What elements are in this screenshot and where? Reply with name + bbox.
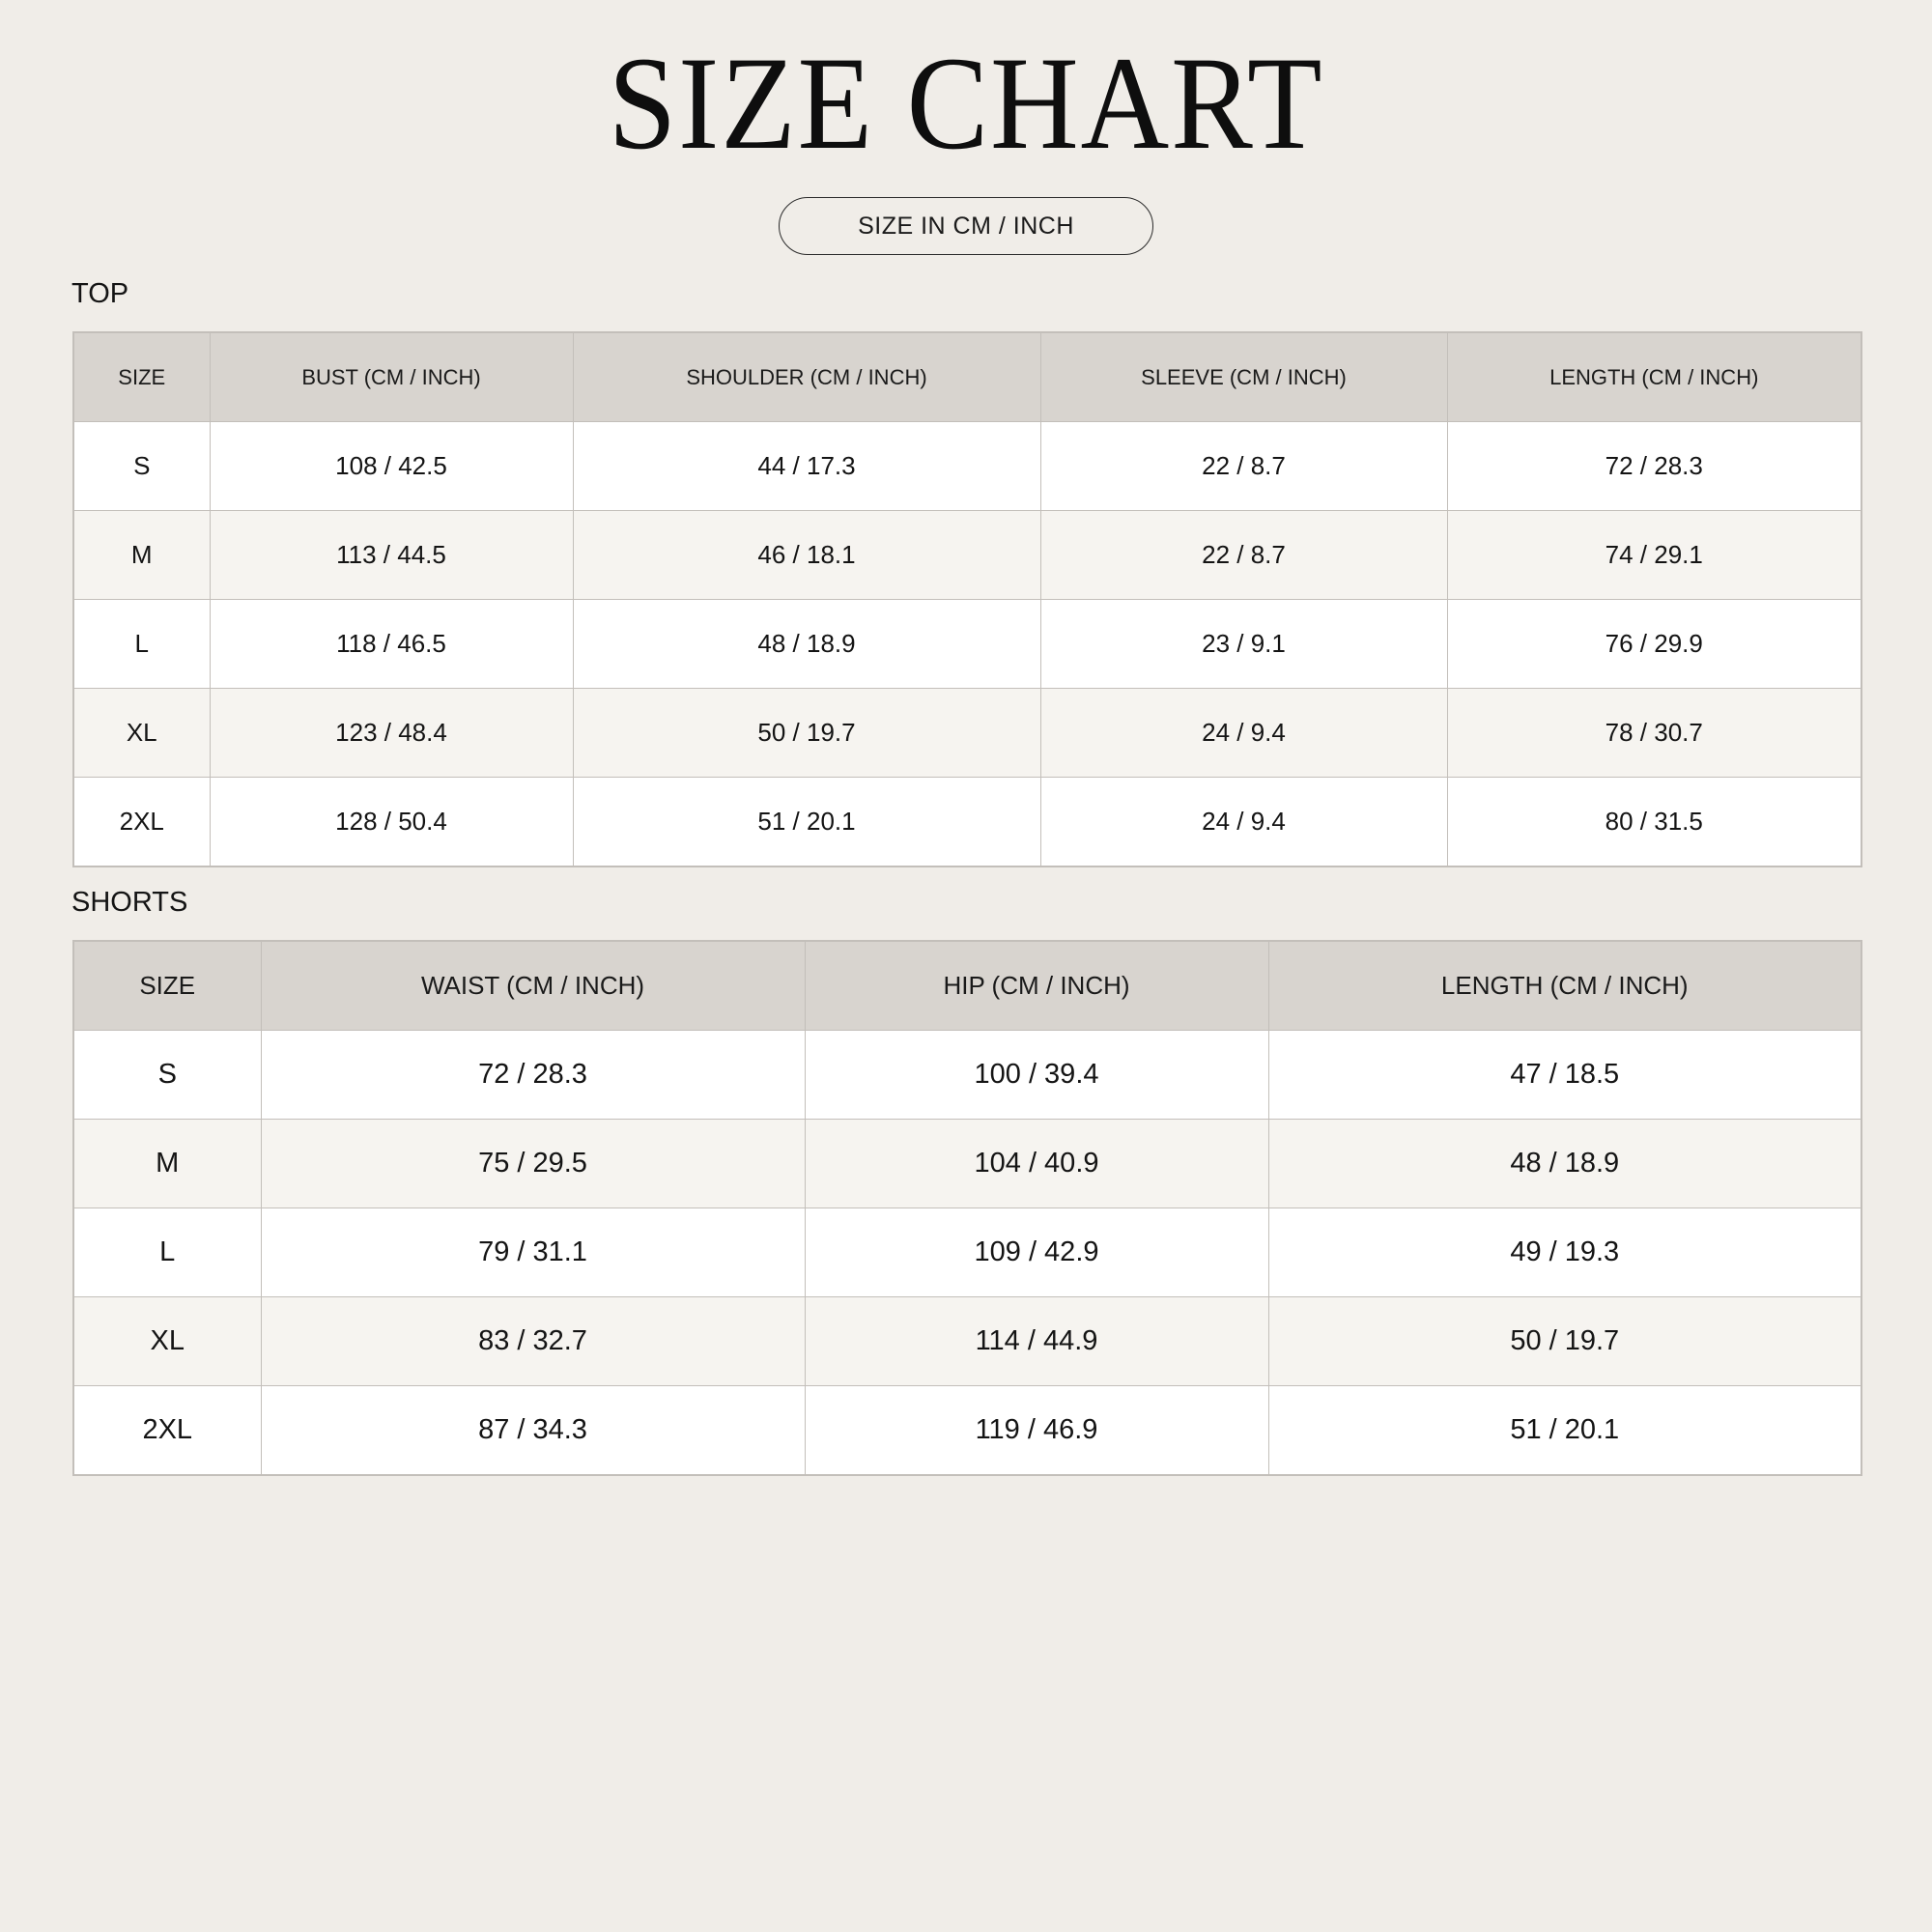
- table-row: [73, 778, 1861, 867]
- shoulder-cell: 50 / 19.7: [573, 689, 1040, 778]
- section-label-shorts: SHORTS: [71, 887, 188, 918]
- sleeve-cell: 22 / 8.7: [1040, 511, 1447, 600]
- column-header-length: LENGTH (CM / INCH): [1268, 941, 1861, 1031]
- table-header-row: [73, 332, 1861, 422]
- shoulder-cell: 46 / 18.1: [573, 511, 1040, 600]
- length-cell: 78 / 30.7: [1447, 689, 1861, 778]
- size-cell: 2XL: [73, 778, 210, 867]
- size-cell: L: [73, 600, 210, 689]
- table-row: [73, 689, 1861, 778]
- hip-cell: 104 / 40.9: [805, 1120, 1268, 1208]
- waist-cell: 72 / 28.3: [261, 1031, 805, 1120]
- column-header-hip: HIP (CM / INCH): [805, 941, 1268, 1031]
- sleeve-cell: 22 / 8.7: [1040, 422, 1447, 511]
- hip-cell: 119 / 46.9: [805, 1386, 1268, 1476]
- shorts-size-table: [72, 940, 1862, 1476]
- table-row: [73, 1120, 1861, 1208]
- length-cell: 72 / 28.3: [1447, 422, 1861, 511]
- length-cell: 80 / 31.5: [1447, 778, 1861, 867]
- bust-cell: 118 / 46.5: [210, 600, 573, 689]
- hip-cell: 109 / 42.9: [805, 1208, 1268, 1297]
- table-row: [73, 1208, 1861, 1297]
- table-row: [73, 1031, 1861, 1120]
- table-row: [73, 600, 1861, 689]
- size-cell: L: [73, 1208, 261, 1297]
- sleeve-cell: 23 / 9.1: [1040, 600, 1447, 689]
- page-title: SIZE CHART: [608, 29, 1324, 177]
- column-header-sleeve: SLEEVE (CM / INCH): [1040, 332, 1447, 422]
- column-header-size: SIZE: [73, 332, 210, 422]
- bust-cell: 113 / 44.5: [210, 511, 573, 600]
- waist-cell: 87 / 34.3: [261, 1386, 805, 1476]
- hip-cell: 100 / 39.4: [805, 1031, 1268, 1120]
- bust-cell: 128 / 50.4: [210, 778, 573, 867]
- table-header-row: [73, 941, 1861, 1031]
- length-cell: 50 / 19.7: [1268, 1297, 1861, 1386]
- length-cell: 47 / 18.5: [1268, 1031, 1861, 1120]
- sleeve-cell: 24 / 9.4: [1040, 689, 1447, 778]
- unit-badge: SIZE IN CM / INCH: [779, 197, 1153, 255]
- hip-cell: 114 / 44.9: [805, 1297, 1268, 1386]
- size-cell: XL: [73, 1297, 261, 1386]
- length-cell: 51 / 20.1: [1268, 1386, 1861, 1476]
- shoulder-cell: 48 / 18.9: [573, 600, 1040, 689]
- column-header-waist: WAIST (CM / INCH): [261, 941, 805, 1031]
- waist-cell: 83 / 32.7: [261, 1297, 805, 1386]
- size-cell: M: [73, 1120, 261, 1208]
- section-label-top: TOP: [71, 278, 129, 309]
- size-cell: S: [73, 422, 210, 511]
- shoulder-cell: 51 / 20.1: [573, 778, 1040, 867]
- top-size-table: [72, 331, 1862, 867]
- size-cell: S: [73, 1031, 261, 1120]
- bust-cell: 123 / 48.4: [210, 689, 573, 778]
- waist-cell: 79 / 31.1: [261, 1208, 805, 1297]
- length-cell: 49 / 19.3: [1268, 1208, 1861, 1297]
- table-row: [73, 1386, 1861, 1476]
- size-cell: XL: [73, 689, 210, 778]
- bust-cell: 108 / 42.5: [210, 422, 573, 511]
- table-row: [73, 511, 1861, 600]
- waist-cell: 75 / 29.5: [261, 1120, 805, 1208]
- table-row: [73, 422, 1861, 511]
- length-cell: 74 / 29.1: [1447, 511, 1861, 600]
- shoulder-cell: 44 / 17.3: [573, 422, 1040, 511]
- column-header-shoulder: SHOULDER (CM / INCH): [573, 332, 1040, 422]
- column-header-bust: BUST (CM / INCH): [210, 332, 573, 422]
- size-cell: 2XL: [73, 1386, 261, 1476]
- length-cell: 48 / 18.9: [1268, 1120, 1861, 1208]
- table-row: [73, 1297, 1861, 1386]
- column-header-length: LENGTH (CM / INCH): [1447, 332, 1861, 422]
- length-cell: 76 / 29.9: [1447, 600, 1861, 689]
- sleeve-cell: 24 / 9.4: [1040, 778, 1447, 867]
- column-header-size: SIZE: [73, 941, 261, 1031]
- size-cell: M: [73, 511, 210, 600]
